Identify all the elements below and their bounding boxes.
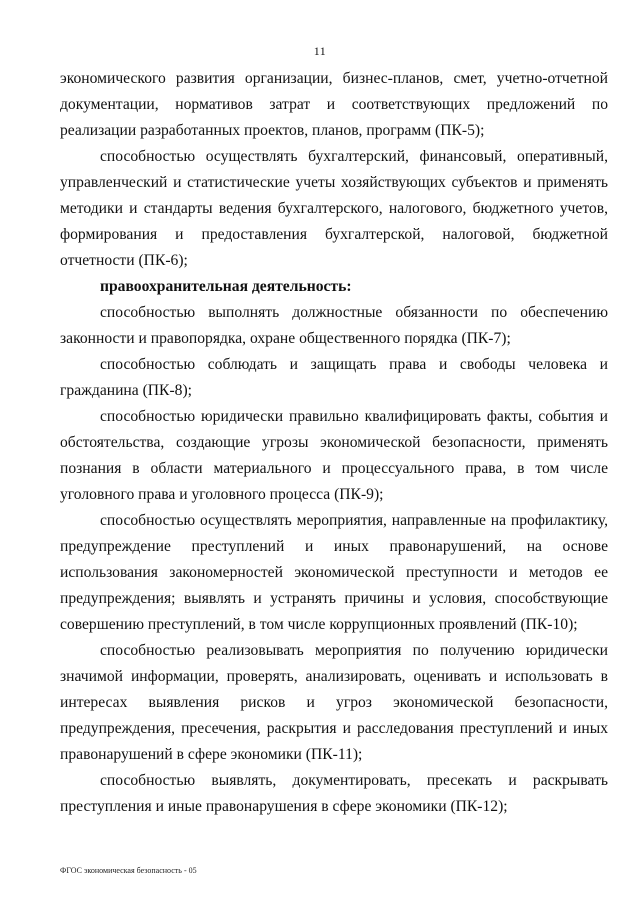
paragraph-pk10: способностью осуществлять мероприятия, направленные на профилактику, предупреждение преступлений и иных правонарушений, на основе использования закономерностей экономической преступности и методов ее предупреждения; выявлять и устранять причины и условия, способствующие совершению преступлений, в том числе коррупционных проявлений (ПК-10); xyxy=(60,512,608,633)
paragraph-pk12: способностью выявлять, документировать, пресекать и раскрывать преступления и иные правонарушения в сфере экономики (ПК-12); xyxy=(60,772,608,815)
page-footer: ФГОС экономическая безопасность - 05 xyxy=(60,866,197,875)
page-number: 11 xyxy=(313,44,327,58)
paragraph-pk7: способностью выполнять должностные обязанности по обеспечению законности и правопорядка, охране общественного порядка (ПК-7); xyxy=(60,304,608,347)
paragraph-pk9: способностью юридически правильно квалифицировать факты, события и обстоятельства, создающие угрозы экономической безопасности, применять познания в области материального и процессуального права, в том числе уголовного права и уголовного процесса (ПК-9); xyxy=(60,408,608,503)
paragraph-pk5-continuation: экономического развития организации, бизнес-планов, смет, учетно-отчетной документации, нормативов затрат и соответствующих предложений по реализации разработанных проектов, планов, программ (ПК-5); xyxy=(60,70,608,139)
paragraph-pk6: способностью осуществлять бухгалтерский, финансовый, оперативный, управленческий и статистические учеты хозяйствующих субъектов и применять методики и стандарты ведения бухгалтерского, налогового, бюджетного учетов, формирования и предоставления бухгалтерской, налоговой, бюджетной отчетности (ПК-6); xyxy=(60,148,608,269)
document-body xyxy=(60,66,608,820)
section-heading-law-enforcement: правоохранительная деятельность: xyxy=(100,278,352,295)
paragraph-pk8: способностью соблюдать и защищать права и свободы человека и гражданина (ПК-8); xyxy=(60,356,608,399)
paragraph-pk11: способностью реализовывать мероприятия по получению юридически значимой информации, проверять, анализировать, оценивать и использовать в интересах выявления рисков и угроз экономической безопасности, предупреждения, пресечения, раскрытия и расследования преступлений и иных правонарушений в сфере экономики (ПК-11); xyxy=(60,642,608,763)
